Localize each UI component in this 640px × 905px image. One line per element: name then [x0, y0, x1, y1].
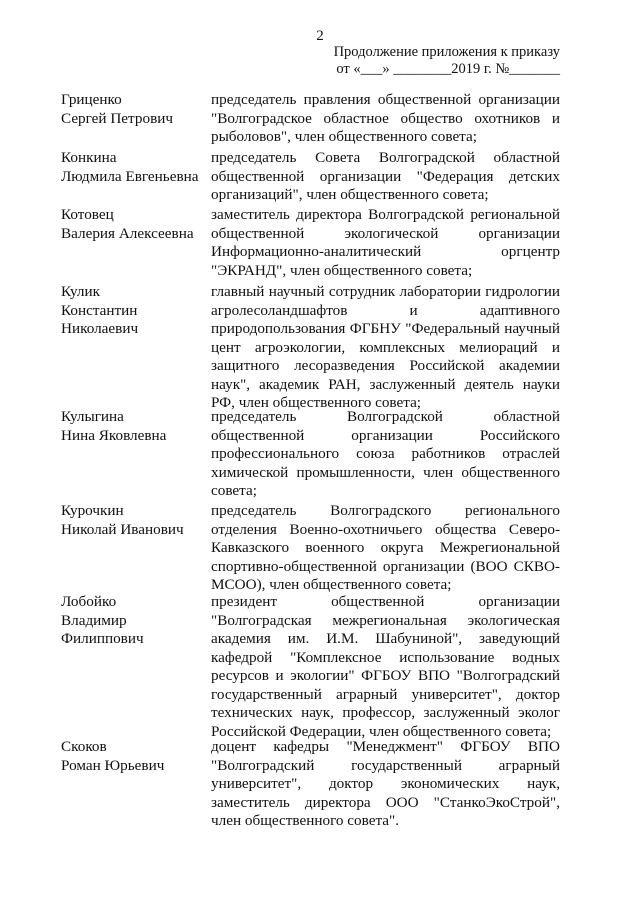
- member-surname: Курочкин: [61, 502, 124, 519]
- member-surname: Котовец: [61, 206, 114, 223]
- member-name: [61, 593, 211, 649]
- member-given-names: Николай Иванович: [61, 520, 184, 538]
- member-given-names: Валерия Алексеевна: [61, 224, 194, 242]
- member-name: [61, 408, 211, 445]
- member-given-names: Роман Юрьевич: [61, 756, 165, 774]
- member-surname: Кулик: [61, 283, 100, 300]
- member-description: президент общественной организации "Волгоградская межрегиональная экологическая академия им. И.М. Шабуниной", заведующий кафедрой "Комплексное использование водных ресурсов и экологии" ФГБОУ ВПО "Волгоградский государственный аграрный университет", доктор технических наук, профессор, заслуженный эколог Российской Федерации, член общественного совета;: [211, 593, 560, 740]
- order-reference-line: от «___» ________2019 г. №_______: [336, 61, 560, 77]
- page-number: 2: [316, 28, 324, 44]
- member-description: председатель правления общественной организации "Волгоградское областное общество охотников и рыболовов", член общественного совета;: [211, 91, 560, 145]
- member-description: председатель Волгоградского регионального отделения Военно-охотничьего общества Северо-Кавказского военного округа Межрегиональной спортивно-общественной организации (ВОО СКВО-МСОО), член общественного совета;: [211, 502, 560, 593]
- member-name: [61, 206, 211, 243]
- member-description: председатель Совета Волгоградской областной общественной организации "Федерация детских организаций", член общественного совета;: [211, 149, 560, 203]
- member-patronymic: Николаевич: [61, 320, 139, 337]
- member-given-names: Владимир: [61, 611, 127, 629]
- member-description: председатель Волгоградской областной общественной организации Российского профессионального союза работников отраслей химической промышленности, член общественного совета;: [211, 408, 560, 499]
- member-surname: Лобойко: [61, 593, 117, 610]
- member-name: [61, 502, 211, 539]
- member-name: [61, 283, 211, 339]
- member-name: [61, 91, 211, 128]
- member-description: заместитель директора Волгоградской региональной общественной экологической организации Информационно-аналитический оргцентр "ЭКРАНД", член общественного совета;: [211, 206, 560, 279]
- member-given-names: Сергей Петрович: [61, 109, 174, 127]
- member-surname: Конкина: [61, 149, 117, 166]
- appendix-continuation-title: Продолжение приложения к приказу: [333, 44, 560, 60]
- member-given-names: Константин: [61, 301, 138, 319]
- member-surname: Кулыгина: [61, 408, 124, 425]
- member-surname: Гриценко: [61, 91, 122, 108]
- member-patronymic: Филиппович: [61, 630, 144, 647]
- member-given-names: Нина Яковлевна: [61, 426, 167, 444]
- member-description: доцент кафедры "Менеджмент" ФГБОУ ВПО "Волгоградский государственный аграрный университет", доктор экономических наук, заместитель директора ООО "СтанкоЭкоСтрой", член общественного совета".: [211, 738, 560, 829]
- member-name: [61, 738, 211, 775]
- member-name: [61, 149, 211, 186]
- member-description: главный научный сотрудник лаборатории гидрологии агролесоландшафтов и адаптивного природопользования ФГБНУ "Федеральный научный цент агроэкологии, комплексных мелиораций и защитного лесоразведения Российской академии наук", академик РАН, заслуженный деятель науки РФ, член общественного совета;: [211, 283, 560, 411]
- member-surname: Скоков: [61, 738, 107, 755]
- member-given-names: Людмила Евгеньевна: [61, 167, 199, 185]
